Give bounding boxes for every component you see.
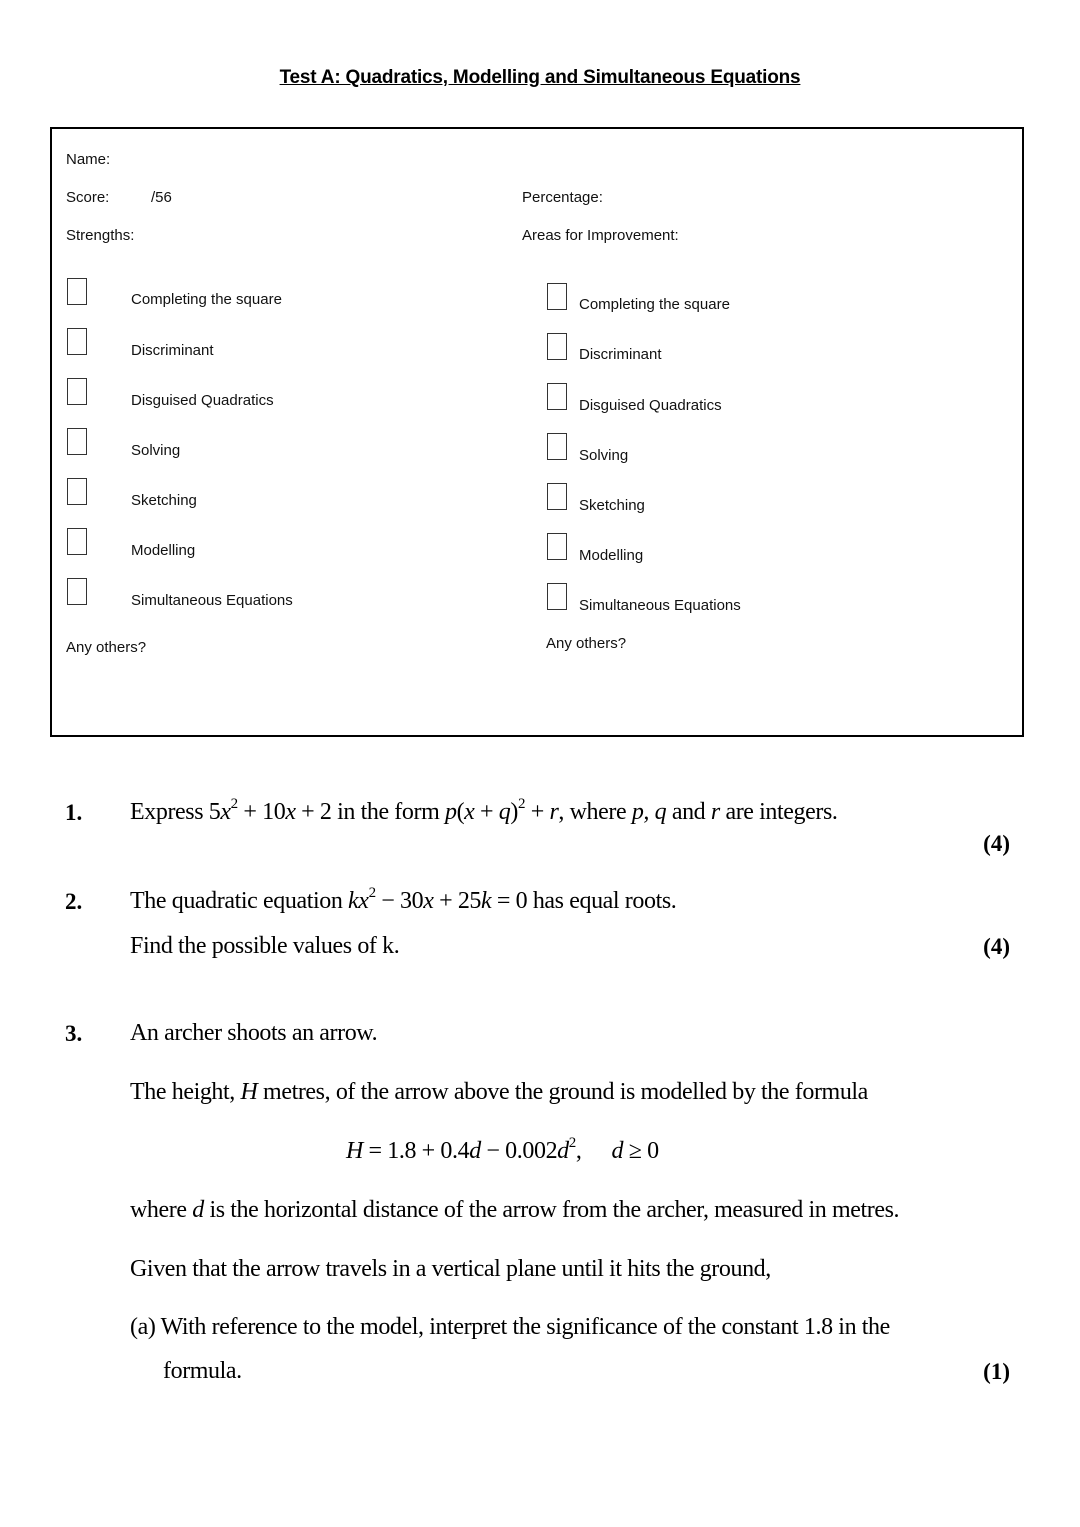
improvement-label-item: Solving: [579, 447, 629, 464]
improvement-checkbox-simultaneous-equations[interactable]: [547, 583, 567, 610]
strength-checkbox-disguised-quadratics[interactable]: [67, 378, 87, 405]
improvement-checkbox-sketching[interactable]: [547, 483, 567, 510]
summary-box: [50, 127, 1024, 737]
improvement-others-label: Any others?: [546, 635, 627, 652]
q3-text: where: [130, 1197, 193, 1223]
formula-var: d: [611, 1138, 624, 1164]
q1-exp: 2: [517, 796, 526, 812]
q3-text: is the horizontal distance of the arrow from the archer, measured in metres.: [203, 1197, 900, 1223]
improvement-checkbox-completing-square[interactable]: [547, 283, 567, 310]
q1-text: are integers.: [719, 799, 838, 825]
strength-label: Discriminant: [131, 342, 214, 359]
formula-var: H: [346, 1138, 363, 1164]
q1-var: r: [549, 799, 559, 825]
q1-text: and: [666, 799, 711, 825]
formula-text: − 0.002: [480, 1138, 558, 1164]
improvement-label-item: Modelling: [579, 547, 644, 564]
question-3-paragraph-3: Given that the arrow travels in a vertical plane until it hits the ground,: [130, 1256, 771, 1282]
improvement-label-item: Disguised Quadratics: [579, 397, 722, 414]
question-3-paragraph-1: [130, 1079, 868, 1106]
strength-checkbox-modelling[interactable]: [67, 528, 87, 555]
q1-var: x: [285, 799, 296, 825]
q1-text: +: [474, 799, 499, 825]
q1-var: x: [464, 799, 475, 825]
strength-label: Disguised Quadratics: [131, 392, 274, 409]
strength-checkbox-discriminant[interactable]: [67, 328, 87, 355]
improvement-checkbox-modelling[interactable]: [547, 533, 567, 560]
q1-var: r: [710, 799, 720, 825]
formula-var: d: [557, 1138, 569, 1164]
formula-text: ,: [575, 1138, 582, 1164]
improvement-label-item: Completing the square: [579, 296, 730, 313]
question-1-number: 1.: [65, 800, 83, 825]
improvement-checkbox-solving[interactable]: [547, 433, 567, 460]
q2-text: = 0 has equal roots.: [491, 888, 677, 914]
q3-text: metres, of the arrow above the ground is modelled by the formula: [257, 1079, 868, 1105]
improvement-label-item: Simultaneous Equations: [579, 597, 741, 614]
strength-checkbox-simultaneous-equations[interactable]: [67, 578, 87, 605]
improvement-label: Areas for Improvement:: [522, 227, 679, 244]
q1-var: p, q: [631, 799, 667, 825]
question-3a-line-1: (a) With reference to the model, interpret the significance of the constant 1.8 in the: [130, 1314, 890, 1340]
question-2-number: 2.: [65, 889, 83, 914]
q2-var: k: [481, 888, 492, 914]
question-1-text: [130, 796, 838, 826]
question-2-marks: (4): [983, 934, 1010, 959]
question-2-line2: Find the possible values of k.: [130, 933, 400, 959]
strength-label: Simultaneous Equations: [131, 592, 293, 609]
q1-var: x: [220, 799, 231, 825]
q3-text: The height,: [130, 1079, 241, 1105]
q3-var: d: [192, 1197, 204, 1223]
question-3-formula: [346, 1135, 659, 1165]
q1-text: Express 5: [130, 799, 221, 825]
q2-var: kx: [348, 888, 369, 914]
percentage-label: Percentage:: [522, 189, 603, 206]
q1-text: ): [510, 799, 518, 825]
q2-text: The quadratic equation: [130, 888, 349, 914]
improvement-checkbox-discriminant[interactable]: [547, 333, 567, 360]
formula-exp: 2: [568, 1135, 576, 1151]
q1-var: p: [444, 799, 457, 825]
q1-text: , where: [558, 799, 632, 825]
q1-text: +: [525, 799, 550, 825]
improvement-checkbox-disguised-quadratics[interactable]: [547, 383, 567, 410]
q1-text: + 2 in the form: [295, 799, 445, 825]
strength-checkbox-solving[interactable]: [67, 428, 87, 455]
strength-checkbox-completing-square[interactable]: [67, 278, 87, 305]
strengths-others-label: Any others?: [66, 639, 147, 656]
q1-text: (: [456, 799, 465, 825]
question-2-text: [130, 885, 677, 915]
strength-label: Completing the square: [131, 291, 282, 308]
improvement-label-item: Sketching: [579, 497, 645, 514]
improvement-label-item: Discriminant: [579, 346, 662, 363]
q2-var: x: [423, 888, 434, 914]
question-1-marks: (4): [983, 831, 1010, 856]
q2-exp: 2: [368, 885, 376, 901]
strength-label: Modelling: [131, 542, 196, 559]
strengths-label: Strengths:: [66, 227, 135, 244]
q1-exp: 2: [230, 796, 238, 812]
q3-var: H: [240, 1079, 258, 1105]
strength-label: Sketching: [131, 492, 197, 509]
question-3-paragraph-2: [130, 1197, 899, 1224]
score-total: /56: [151, 189, 172, 206]
score-label: Score:: [66, 189, 110, 206]
question-3a-line-2: formula.: [163, 1358, 242, 1384]
strength-checkbox-sketching[interactable]: [67, 478, 87, 505]
question-3a-marks: (1): [983, 1359, 1010, 1384]
q2-text: + 25: [433, 888, 482, 914]
q2-text: − 30: [375, 888, 424, 914]
name-label: Name:: [66, 151, 111, 168]
question-3-number: 3.: [65, 1021, 83, 1046]
formula-text: = 1.8 + 0.4: [362, 1138, 470, 1164]
strength-label: Solving: [131, 442, 181, 459]
q1-var: q: [498, 799, 511, 825]
question-3-intro: An archer shoots an arrow.: [130, 1020, 378, 1046]
document-title: Test A: Quadratics, Modelling and Simultaneous Equations: [279, 67, 801, 88]
formula-var: d: [469, 1138, 481, 1164]
formula-text: ≥ 0: [623, 1138, 659, 1164]
q1-text: + 10: [237, 799, 286, 825]
